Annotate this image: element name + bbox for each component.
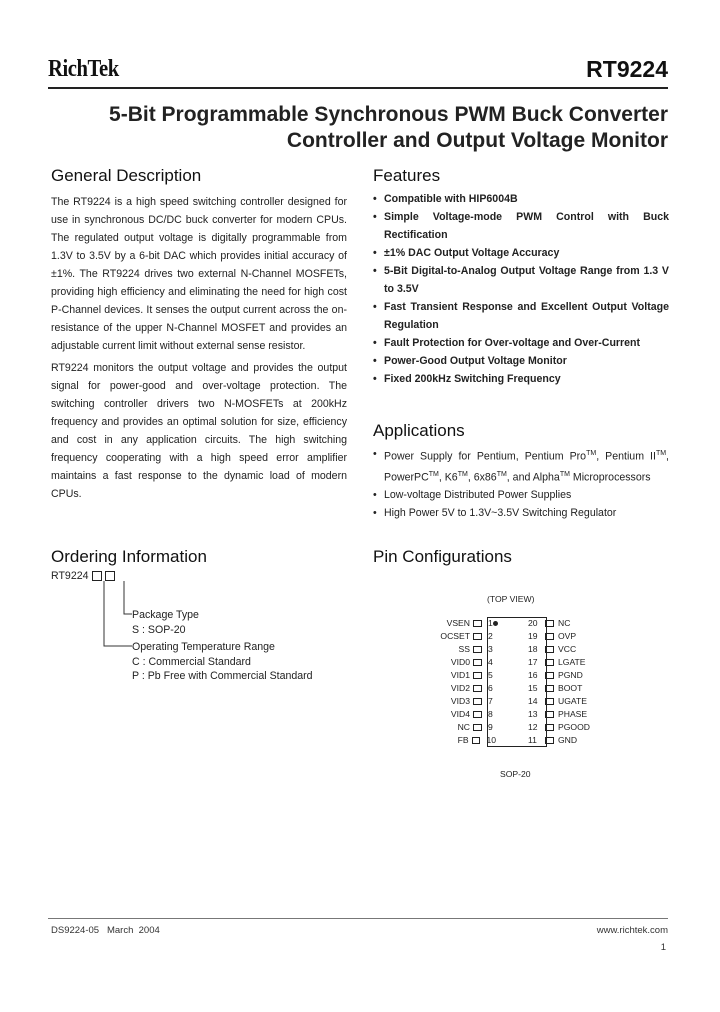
website-url: www.richtek.com bbox=[596, 925, 668, 936]
pin-row: 14 UGATE bbox=[528, 696, 587, 706]
pin-configurations-heading: Pin Configurations bbox=[373, 547, 512, 566]
pin-row: VSEN 1 bbox=[446, 618, 493, 628]
pin-row: SS 3 bbox=[458, 644, 493, 654]
feature-item: • ±1% DAC Output Voltage Accuracy bbox=[373, 244, 669, 262]
footer-rule bbox=[48, 918, 668, 919]
ordering-part: RT9224 bbox=[51, 570, 89, 582]
package-type-legend: Package Type S : SOP-20 bbox=[132, 609, 199, 636]
left-pin-column bbox=[410, 617, 496, 747]
feature-item: • Fault Protection for Over-voltage and Over-Current bbox=[373, 334, 669, 352]
header-rule bbox=[48, 87, 668, 89]
pin-row: FB 10 bbox=[457, 735, 496, 745]
feature-item: • Power-Good Output Voltage Monitor bbox=[373, 352, 669, 370]
features-list bbox=[373, 190, 669, 388]
general-paragraph-1: The RT9224 is a high speed switching controller designed for use in synchronous DC/DC buck converter for modern CPUs. The regulated output voltage is digitally programmable from 1.3V to 3.5V by a 6-bit DAC which provides initial accuracy of ±1%. The RT9224 drives two external N-Channel MOSFETs, providing high efficiency and eliminating the need for high cost P-Channel devices. It senses the output current across the on-resistance of the upper N-Channel MOSFET and provides an adjustable current limit without external sense resistor. bbox=[51, 196, 347, 352]
ordering-bracket-lines bbox=[96, 580, 136, 650]
document-id-date: DS9224-05 March 2004 bbox=[51, 925, 160, 936]
pin-row: VID3 7 bbox=[450, 696, 493, 706]
pin-row: VID4 8 bbox=[450, 709, 493, 719]
pin-row: 12 PGOOD bbox=[528, 722, 590, 732]
general-description-heading: General Description bbox=[51, 166, 202, 185]
application-item: • High Power 5V to 1.3V~3.5V Switching Regulator bbox=[373, 504, 669, 522]
pin-row: NC 9 bbox=[457, 722, 493, 732]
right-pin-column bbox=[528, 617, 628, 747]
applications-heading: Applications bbox=[373, 421, 465, 440]
pin-row: OCSET 2 bbox=[440, 631, 493, 641]
pin-row: 20 NC bbox=[528, 618, 571, 628]
pin-row: 17 LGATE bbox=[528, 657, 586, 667]
pin-row: 16 PGND bbox=[528, 670, 583, 680]
feature-item: • Fast Transient Response and Excellent Output Voltage Regulation bbox=[373, 298, 669, 334]
general-paragraph-2: RT9224 monitors the output voltage and provides the output signal for power-good and over-voltage protection. The switching controller drivers two N-MOSFETs at 200kHz frequency and provides an optimal solution for size, efficiency and cost in any application circuits. The high switching frequency cooperating with a high speed error amplifier maintains a fast response to the dynamic load of modern CPUs. bbox=[51, 362, 347, 500]
ordering-information-heading: Ordering Information bbox=[51, 547, 207, 566]
top-view-label: (TOP VIEW) bbox=[487, 594, 535, 604]
pin-row: VID2 6 bbox=[450, 683, 493, 693]
part-number: RT9224 bbox=[586, 56, 668, 82]
title-line-2: Controller and Output Voltage Monitor bbox=[286, 129, 668, 152]
feature-item: • Fixed 200kHz Switching Frequency bbox=[373, 370, 669, 388]
pin-row: VID0 4 bbox=[450, 657, 493, 667]
features-heading: Features bbox=[373, 166, 441, 185]
pin-row: 18 VCC bbox=[528, 644, 577, 654]
application-item: • Low-voltage Distributed Power Supplies bbox=[373, 486, 669, 504]
applications-list bbox=[373, 445, 669, 522]
pin-row: VID1 5 bbox=[450, 670, 493, 680]
pin-row: 13 PHASE bbox=[528, 709, 588, 719]
feature-item: • Compatible with HIP6004B bbox=[373, 190, 669, 208]
page-number: 1 bbox=[660, 942, 666, 953]
package-label: SOP-20 bbox=[500, 769, 531, 779]
feature-item: • Simple Voltage-mode PWM Control with Buck Rectification bbox=[373, 208, 669, 244]
document-title bbox=[109, 102, 668, 154]
pin-row: 11 GND bbox=[528, 735, 578, 745]
company-logo: RichTek bbox=[48, 56, 119, 82]
title-line-1: 5-Bit Programmable Synchronous PWM Buck Converter bbox=[109, 103, 668, 126]
pin-row: 19 OVP bbox=[528, 631, 577, 641]
pin-row: 15 BOOT bbox=[528, 683, 583, 693]
feature-item: • 5-Bit Digital-to-Analog Output Voltage Range from 1.3 V to 3.5V bbox=[373, 262, 669, 298]
application-item: • Power Supply for Pentium, Pentium Pro™, Pentium II™, PowerPC™, K6™, 6x86™, and Alpha™ Microprocessors bbox=[373, 445, 669, 486]
temperature-legend: Operating Temperature Range C : Commercial Standard P : Pb Free with Commercial Standard bbox=[132, 641, 313, 682]
general-description-text bbox=[51, 193, 347, 507]
